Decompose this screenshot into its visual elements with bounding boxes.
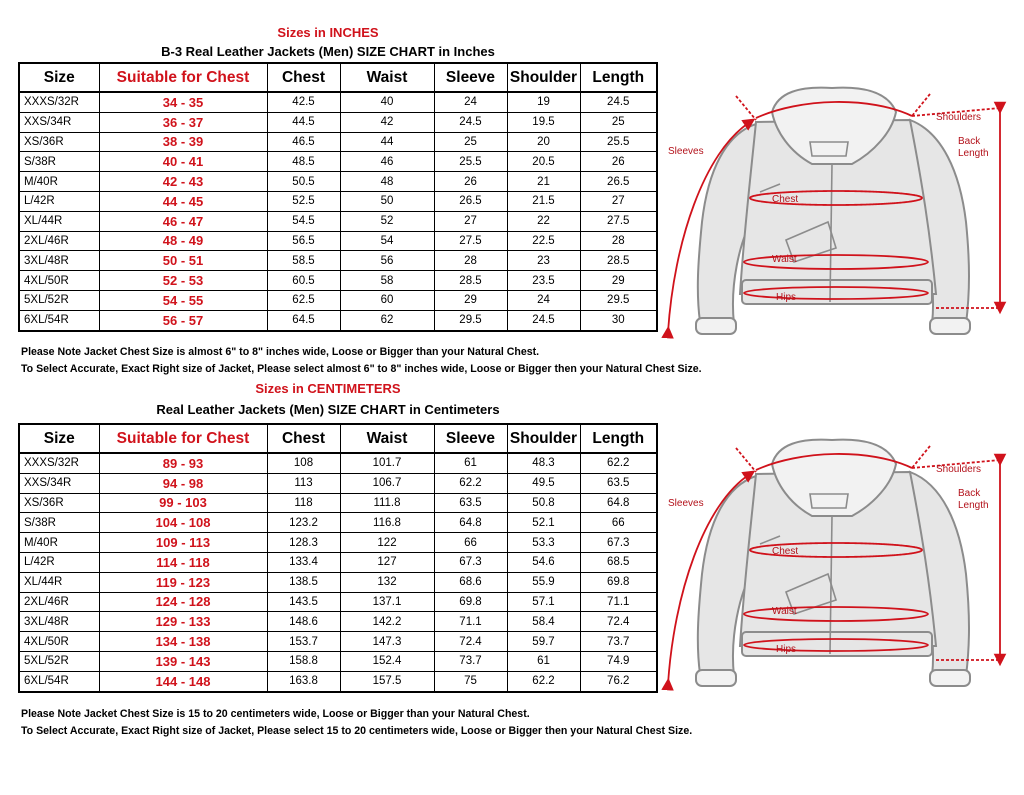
shoulder-cell: 19 [507, 92, 580, 112]
label-waist: Waist [772, 254, 797, 265]
sleeve-cell: 75 [434, 671, 507, 691]
sleeve-cell: 24.5 [434, 112, 507, 132]
waist-cell: 142.2 [340, 612, 434, 632]
size-cell: L/42R [19, 191, 99, 211]
waist-cell: 147.3 [340, 632, 434, 652]
table-row [19, 552, 657, 572]
waist-cell: 132 [340, 572, 434, 592]
table-row [19, 251, 657, 271]
size-cell: 5XL/52R [19, 290, 99, 310]
inches-size-table [18, 62, 658, 332]
jacket-measurement-diagram-cm [660, 424, 1020, 714]
suitable-chest-cell: 48 - 49 [99, 231, 267, 251]
label-chest: Chest [772, 194, 799, 205]
chest-cell: 62.5 [267, 290, 340, 310]
waist-cell: 101.7 [340, 453, 434, 473]
chest-cell: 143.5 [267, 592, 340, 612]
label-shoulders: Shoulders [936, 464, 982, 475]
length-cell: 62.2 [580, 453, 657, 473]
waist-cell: 111.8 [340, 493, 434, 513]
sleeve-cell: 64.8 [434, 513, 507, 533]
sleeve-cell: 61 [434, 453, 507, 473]
cm-note-1: Please Note Jacket Chest Size is 15 to 20 centimeters wide, Loose or Bigger than your Natural Chest. [21, 708, 530, 720]
table-row [19, 632, 657, 652]
length-cell: 71.1 [580, 592, 657, 612]
table-row [19, 112, 657, 132]
col-header-length: Length [580, 63, 657, 92]
shoulder-cell: 49.5 [507, 473, 580, 493]
col-header-suitable-chest: Suitable for Chest [99, 63, 267, 92]
cm-section-title: Sizes in CENTIMETERS [255, 381, 401, 396]
shoulder-cell: 55.9 [507, 572, 580, 592]
suitable-chest-cell: 114 - 118 [99, 552, 267, 572]
col-header-length: Length [580, 424, 657, 453]
chest-cell: 133.4 [267, 552, 340, 572]
label-hips: Hips [776, 292, 797, 303]
sleeve-cell: 26 [434, 172, 507, 192]
table-row [19, 152, 657, 172]
suitable-chest-cell: 134 - 138 [99, 632, 267, 652]
size-cell: 4XL/50R [19, 271, 99, 291]
table-row [19, 473, 657, 493]
shoulder-cell: 48.3 [507, 453, 580, 473]
shoulder-cell: 52.1 [507, 513, 580, 533]
size-cell: XXXS/32R [19, 453, 99, 473]
size-cell: XL/44R [19, 211, 99, 231]
chest-cell: 113 [267, 473, 340, 493]
label-back: Back [958, 136, 981, 147]
table-row [19, 651, 657, 671]
shoulder-cell: 59.7 [507, 632, 580, 652]
suitable-chest-cell: 50 - 51 [99, 251, 267, 271]
table-row [19, 271, 657, 291]
shoulder-cell: 20.5 [507, 152, 580, 172]
size-cell: XXS/34R [19, 112, 99, 132]
shoulder-cell: 23 [507, 251, 580, 271]
length-cell: 26 [580, 152, 657, 172]
chest-cell: 118 [267, 493, 340, 513]
chest-cell: 44.5 [267, 112, 340, 132]
waist-cell: 40 [340, 92, 434, 112]
table-row [19, 310, 657, 330]
size-cell: XS/36R [19, 493, 99, 513]
size-cell: M/40R [19, 172, 99, 192]
size-cell: S/38R [19, 152, 99, 172]
label-hips: Hips [776, 644, 797, 655]
length-cell: 24.5 [580, 92, 657, 112]
table-row [19, 671, 657, 691]
col-header-size: Size [19, 424, 99, 453]
col-header-size: Size [19, 63, 99, 92]
label-chest: Chest [772, 546, 799, 557]
sleeve-cell: 72.4 [434, 632, 507, 652]
shoulder-cell: 19.5 [507, 112, 580, 132]
sleeve-cell: 63.5 [434, 493, 507, 513]
waist-cell: 48 [340, 172, 434, 192]
size-cell: M/40R [19, 533, 99, 553]
waist-cell: 122 [340, 533, 434, 553]
size-cell: 6XL/54R [19, 310, 99, 330]
table-row [19, 290, 657, 310]
chest-cell: 54.5 [267, 211, 340, 231]
shoulder-cell: 23.5 [507, 271, 580, 291]
shoulder-cell: 57.1 [507, 592, 580, 612]
length-cell: 73.7 [580, 632, 657, 652]
col-header-sleeve: Sleeve [434, 424, 507, 453]
shoulder-cell: 22.5 [507, 231, 580, 251]
col-header-suitable-chest: Suitable for Chest [99, 424, 267, 453]
chest-cell: 52.5 [267, 191, 340, 211]
sleeve-cell: 29.5 [434, 310, 507, 330]
suitable-chest-cell: 52 - 53 [99, 271, 267, 291]
shoulder-cell: 58.4 [507, 612, 580, 632]
suitable-chest-cell: 36 - 37 [99, 112, 267, 132]
chest-cell: 64.5 [267, 310, 340, 330]
length-cell: 76.2 [580, 671, 657, 691]
jacket-outline [696, 440, 970, 686]
label-length: Length [958, 500, 989, 511]
size-cell: XXXS/32R [19, 92, 99, 112]
size-cell: XL/44R [19, 572, 99, 592]
size-cell: XS/36R [19, 132, 99, 152]
inches-section-title: Sizes in INCHES [277, 25, 379, 40]
col-header-waist: Waist [340, 424, 434, 453]
sleeve-cell: 24 [434, 92, 507, 112]
size-cell: 6XL/54R [19, 671, 99, 691]
waist-cell: 106.7 [340, 473, 434, 493]
suitable-chest-cell: 129 - 133 [99, 612, 267, 632]
table-row [19, 191, 657, 211]
chest-cell: 108 [267, 453, 340, 473]
shoulder-cell: 50.8 [507, 493, 580, 513]
jacket-diagram-svg [660, 72, 1020, 362]
jacket-outline [696, 88, 970, 334]
length-cell: 74.9 [580, 651, 657, 671]
length-cell: 68.5 [580, 552, 657, 572]
length-cell: 28 [580, 231, 657, 251]
chest-cell: 148.6 [267, 612, 340, 632]
shoulder-cell: 24 [507, 290, 580, 310]
suitable-chest-cell: 119 - 123 [99, 572, 267, 592]
sleeve-cell: 25 [434, 132, 507, 152]
suitable-chest-cell: 99 - 103 [99, 493, 267, 513]
suitable-chest-cell: 44 - 45 [99, 191, 267, 211]
length-cell: 28.5 [580, 251, 657, 271]
col-header-shoulder: Shoulder [507, 63, 580, 92]
chest-cell: 56.5 [267, 231, 340, 251]
sleeve-cell: 66 [434, 533, 507, 553]
length-cell: 25.5 [580, 132, 657, 152]
waist-cell: 62 [340, 310, 434, 330]
chest-cell: 58.5 [267, 251, 340, 271]
suitable-chest-cell: 124 - 128 [99, 592, 267, 612]
waist-cell: 52 [340, 211, 434, 231]
waist-cell: 46 [340, 152, 434, 172]
waist-cell: 56 [340, 251, 434, 271]
chest-cell: 158.8 [267, 651, 340, 671]
jacket-measurement-diagram-inches [660, 72, 1020, 362]
jacket-diagram-svg [660, 424, 1020, 714]
size-cell: XXS/34R [19, 473, 99, 493]
sleeve-cell: 67.3 [434, 552, 507, 572]
table-row [19, 493, 657, 513]
cm-size-table [18, 423, 658, 693]
chest-cell: 138.5 [267, 572, 340, 592]
waist-cell: 127 [340, 552, 434, 572]
shoulder-cell: 62.2 [507, 671, 580, 691]
suitable-chest-cell: 54 - 55 [99, 290, 267, 310]
length-cell: 29.5 [580, 290, 657, 310]
suitable-chest-cell: 109 - 113 [99, 533, 267, 553]
table-row [19, 533, 657, 553]
col-header-sleeve: Sleeve [434, 63, 507, 92]
waist-cell: 157.5 [340, 671, 434, 691]
size-cell: 3XL/48R [19, 251, 99, 271]
cm-chart-title: Real Leather Jackets (Men) SIZE CHART in Centimeters [156, 402, 500, 417]
length-cell: 67.3 [580, 533, 657, 553]
size-cell: 5XL/52R [19, 651, 99, 671]
suitable-chest-cell: 40 - 41 [99, 152, 267, 172]
waist-cell: 54 [340, 231, 434, 251]
table-row [19, 612, 657, 632]
col-header-waist: Waist [340, 63, 434, 92]
col-header-shoulder: Shoulder [507, 424, 580, 453]
shoulder-cell: 21.5 [507, 191, 580, 211]
chest-cell: 153.7 [267, 632, 340, 652]
size-cell: 4XL/50R [19, 632, 99, 652]
shoulder-cell: 54.6 [507, 552, 580, 572]
chest-cell: 50.5 [267, 172, 340, 192]
label-waist: Waist [772, 606, 797, 617]
sleeve-cell: 26.5 [434, 191, 507, 211]
chest-cell: 163.8 [267, 671, 340, 691]
label-length: Length [958, 148, 989, 159]
chest-cell: 48.5 [267, 152, 340, 172]
waist-cell: 116.8 [340, 513, 434, 533]
sleeve-cell: 69.8 [434, 592, 507, 612]
size-cell: 2XL/46R [19, 231, 99, 251]
sleeve-cell: 62.2 [434, 473, 507, 493]
size-cell: L/42R [19, 552, 99, 572]
length-cell: 66 [580, 513, 657, 533]
label-sleeves: Sleeves [668, 498, 704, 509]
sleeve-cell: 28 [434, 251, 507, 271]
sleeve-cell: 71.1 [434, 612, 507, 632]
shoulder-cell: 53.3 [507, 533, 580, 553]
length-cell: 29 [580, 271, 657, 291]
suitable-chest-cell: 89 - 93 [99, 453, 267, 473]
length-cell: 63.5 [580, 473, 657, 493]
table-row [19, 592, 657, 612]
table-row [19, 513, 657, 533]
suitable-chest-cell: 94 - 98 [99, 473, 267, 493]
shoulder-cell: 21 [507, 172, 580, 192]
length-cell: 25 [580, 112, 657, 132]
length-cell: 64.8 [580, 493, 657, 513]
table-row [19, 211, 657, 231]
table-row [19, 572, 657, 592]
suitable-chest-cell: 104 - 108 [99, 513, 267, 533]
inches-chart-title: B-3 Real Leather Jackets (Men) SIZE CHART in Inches [161, 44, 495, 59]
waist-cell: 42 [340, 112, 434, 132]
suitable-chest-cell: 34 - 35 [99, 92, 267, 112]
suitable-chest-cell: 56 - 57 [99, 310, 267, 330]
col-header-chest: Chest [267, 424, 340, 453]
table-header-row [19, 424, 657, 453]
sleeve-cell: 73.7 [434, 651, 507, 671]
table-header-row [19, 63, 657, 92]
waist-cell: 60 [340, 290, 434, 310]
length-cell: 27.5 [580, 211, 657, 231]
sleeve-cell: 68.6 [434, 572, 507, 592]
table-row [19, 172, 657, 192]
chest-cell: 42.5 [267, 92, 340, 112]
length-cell: 26.5 [580, 172, 657, 192]
sleeve-cell: 25.5 [434, 152, 507, 172]
waist-cell: 50 [340, 191, 434, 211]
label-sleeves: Sleeves [668, 146, 704, 157]
label-shoulders: Shoulders [936, 112, 982, 123]
table-row [19, 231, 657, 251]
length-cell: 27 [580, 191, 657, 211]
sleeve-cell: 29 [434, 290, 507, 310]
table-row [19, 453, 657, 473]
size-cell: 2XL/46R [19, 592, 99, 612]
label-back: Back [958, 488, 981, 499]
shoulder-cell: 22 [507, 211, 580, 231]
length-cell: 30 [580, 310, 657, 330]
cm-note-2: To Select Accurate, Exact Right size of Jacket, Please select 15 to 20 centimeters wide, Loose or Bigger then your Natural Chest Size. [21, 725, 693, 737]
chest-cell: 128.3 [267, 533, 340, 553]
shoulder-cell: 24.5 [507, 310, 580, 330]
inches-note-1: Please Note Jacket Chest Size is almost 6" to 8" inches wide, Loose or Bigger than your Natural Chest. [21, 346, 540, 358]
col-header-chest: Chest [267, 63, 340, 92]
length-cell: 69.8 [580, 572, 657, 592]
chest-cell: 60.5 [267, 271, 340, 291]
chest-cell: 123.2 [267, 513, 340, 533]
size-cell: 3XL/48R [19, 612, 99, 632]
size-cell: S/38R [19, 513, 99, 533]
suitable-chest-cell: 38 - 39 [99, 132, 267, 152]
table-row [19, 132, 657, 152]
suitable-chest-cell: 42 - 43 [99, 172, 267, 192]
suitable-chest-cell: 139 - 143 [99, 651, 267, 671]
sleeve-cell: 27.5 [434, 231, 507, 251]
shoulder-cell: 61 [507, 651, 580, 671]
waist-cell: 58 [340, 271, 434, 291]
waist-cell: 44 [340, 132, 434, 152]
suitable-chest-cell: 46 - 47 [99, 211, 267, 231]
sleeve-cell: 28.5 [434, 271, 507, 291]
sleeve-cell: 27 [434, 211, 507, 231]
table-row [19, 92, 657, 112]
waist-cell: 152.4 [340, 651, 434, 671]
waist-cell: 137.1 [340, 592, 434, 612]
suitable-chest-cell: 144 - 148 [99, 671, 267, 691]
shoulder-cell: 20 [507, 132, 580, 152]
inches-note-2: To Select Accurate, Exact Right size of Jacket, Please select almost 6" to 8" inches wide, Loose or Bigger then your Natural Chest Size. [21, 363, 702, 375]
length-cell: 72.4 [580, 612, 657, 632]
chest-cell: 46.5 [267, 132, 340, 152]
